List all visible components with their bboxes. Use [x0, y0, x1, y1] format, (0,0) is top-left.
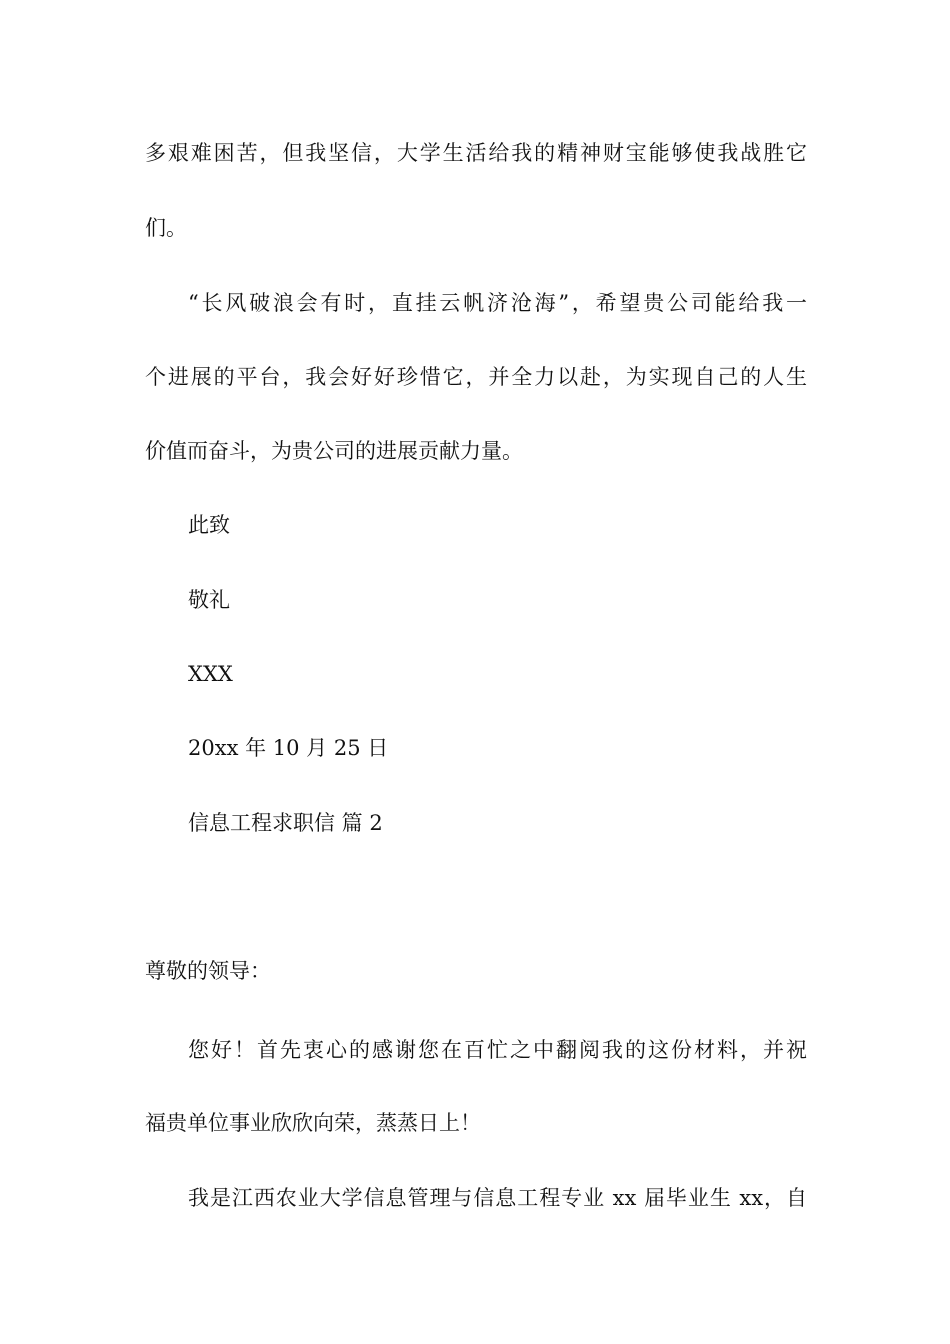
paragraph-line: 们。 [145, 216, 187, 240]
closing-regards: 敬礼 [188, 588, 230, 612]
signature-name: XXX [188, 662, 233, 686]
paragraph-line: 价值而奋斗，为贵公司的进展贡献力量。 [145, 439, 523, 463]
greeting: 尊敬的领导： [145, 959, 271, 983]
paragraph-line: 福贵单位事业欣欣向荣，蒸蒸日上！ [145, 1111, 481, 1135]
paragraph-line: 个进展的平台，我会好好珍惜它，并全力以赴，为实现自己的人生 [145, 365, 807, 389]
paragraph-line: 我是江西农业大学信息管理与信息工程专业 xx 届毕业生 xx，自 [188, 1186, 807, 1210]
closing-salutation: 此致 [188, 513, 230, 537]
paragraph-line: 多艰难困苦，但我坚信，大学生活给我的精神财宝能够使我战胜它 [145, 141, 807, 165]
section-heading: 信息工程求职信 篇 2 [188, 811, 383, 835]
letter-date: 20xx 年 10 月 25 日 [188, 736, 389, 760]
paragraph-line: 您好！首先衷心的感谢您在百忙之中翻阅我的这份材料，并祝 [188, 1038, 807, 1062]
paragraph-line: “长风破浪会有时，直挂云帆济沧海”，希望贵公司能给我一 [188, 291, 807, 315]
